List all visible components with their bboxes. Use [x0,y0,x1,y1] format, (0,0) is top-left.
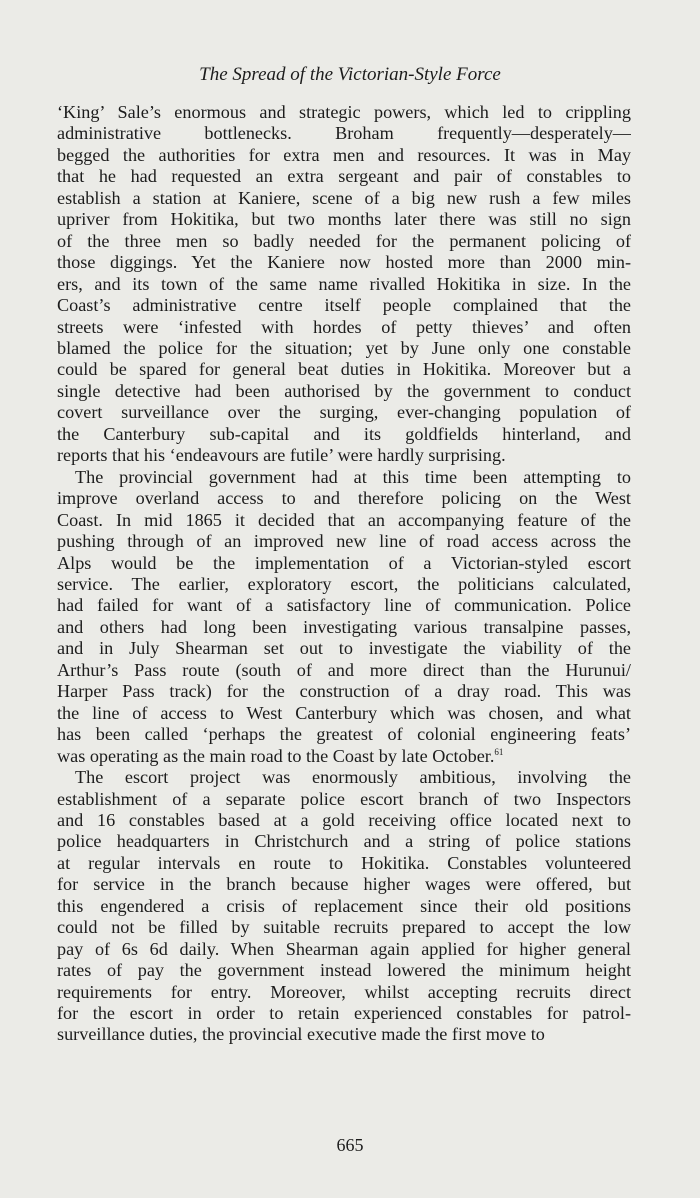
text-line: could be spared for general beat duties in Hokitika. Moreover but a [57,359,631,380]
text-line: blamed the police for the situation; yet by June only one constable [57,337,631,358]
text-line: Harper Pass track) for the construction of a dray road. This was [57,681,631,702]
text-line: that he had requested an extra sergeant and pair of constables to [57,166,631,187]
text-line: for the escort in order to retain experienced constables for patrol- [57,1003,631,1024]
body-text [57,102,631,1046]
text-line: single detective had been authorised by the government to conduct [57,380,631,401]
paragraph [57,102,631,467]
text-line: surveillance duties, the provincial executive made the first move to [57,1024,545,1045]
page-number: 665 [336,1135,364,1155]
text-line: and others had long been investigating various transalpine passes, [57,616,631,637]
footnote-marker[interactable]: 61 [494,746,504,757]
text-line: Alps would be the implementation of a Victorian-styled escort [57,552,631,573]
text-line: the Canterbury sub-capital and its goldfields hinterland, and [57,423,631,444]
text-line: upriver from Hokitika, but two months later there was still no sign [57,209,631,230]
text-line: for service in the branch because higher wages were offered, but [57,874,631,895]
text-line: could not be filled by suitable recruits prepared to accept the low [57,917,631,938]
text-line: establishment of a separate police escort branch of two Inspectors [57,788,631,809]
text-line: service. The earlier, exploratory escort, the politicians calculated, [57,573,631,594]
text-line: Arthur’s Pass route (south of and more direct than the Hurunui/ [57,659,631,680]
text-line: establish a station at Kaniere, scene of a big new rush a few miles [57,187,631,208]
text-line: reports that his ‘endeavours are futile’ were hardly surprising. [57,445,506,466]
text-line: improve overland access to and therefore policing on the West [57,488,631,509]
text-line: The escort project was enormously ambitious, involving the [75,767,631,788]
text-line: Coast. In mid 1865 it decided that an accompanying feature of the [57,509,631,530]
text-line: requirements for entry. Moreover, whilst accepting recruits direct [57,981,631,1002]
text-line: streets were ‘infested with hordes of petty thieves’ and often [57,316,631,337]
text-line: those diggings. Yet the Kaniere now hosted more than 2000 min- [57,252,631,273]
text-line: Coast’s administrative centre itself people complained that the [57,295,631,316]
text-line: the line of access to West Canterbury which was chosen, and what [57,702,631,723]
text-line: had failed for want of a satisfactory line of communication. Police [57,595,631,616]
text-line: ers, and its town of the same name rivalled Hokitika in size. In the [57,273,631,294]
text-line: ‘King’ Sale’s enormous and strategic powers, which led to crippling [57,102,631,122]
text-line: pushing through of an improved new line of road access across the [57,531,631,552]
text-line: The provincial government had at this time been attempting to [75,466,631,487]
text-line: administrative bottlenecks. Broham frequently—desperately— [57,123,631,144]
text-line: has been called ‘perhaps the greatest of colonial engineering feats’ [57,724,631,745]
running-head: The Spread of the Victorian-Style Force [199,64,501,85]
text-line: and in July Shearman set out to investigate the viability of the [57,638,631,659]
text-line: and 16 constables based at a gold receiving office located next to [57,809,631,830]
text-line: at regular intervals en route to Hokitika. Constables volunteered [57,852,631,873]
text-line: rates of pay the government instead lowered the minimum height [57,960,631,981]
text-line: begged the authorities for extra men and resources. It was in May [57,144,631,165]
text-line: pay of 6s 6d daily. When Shearman again applied for higher general [57,938,631,959]
paragraph [57,767,631,1046]
text-line: was operating as the main road to the Coast by late October.$^{61}$ [57,745,504,766]
text-line: this engendered a crisis of replacement since their old positions [57,895,631,916]
text-line: of the three men so badly needed for the permanent policing of [57,230,631,251]
paragraph [57,467,631,767]
text-line: police headquarters in Christchurch and a string of police stations [57,831,631,852]
text-line: covert surveillance over the surging, ever-changing population of [57,402,631,423]
